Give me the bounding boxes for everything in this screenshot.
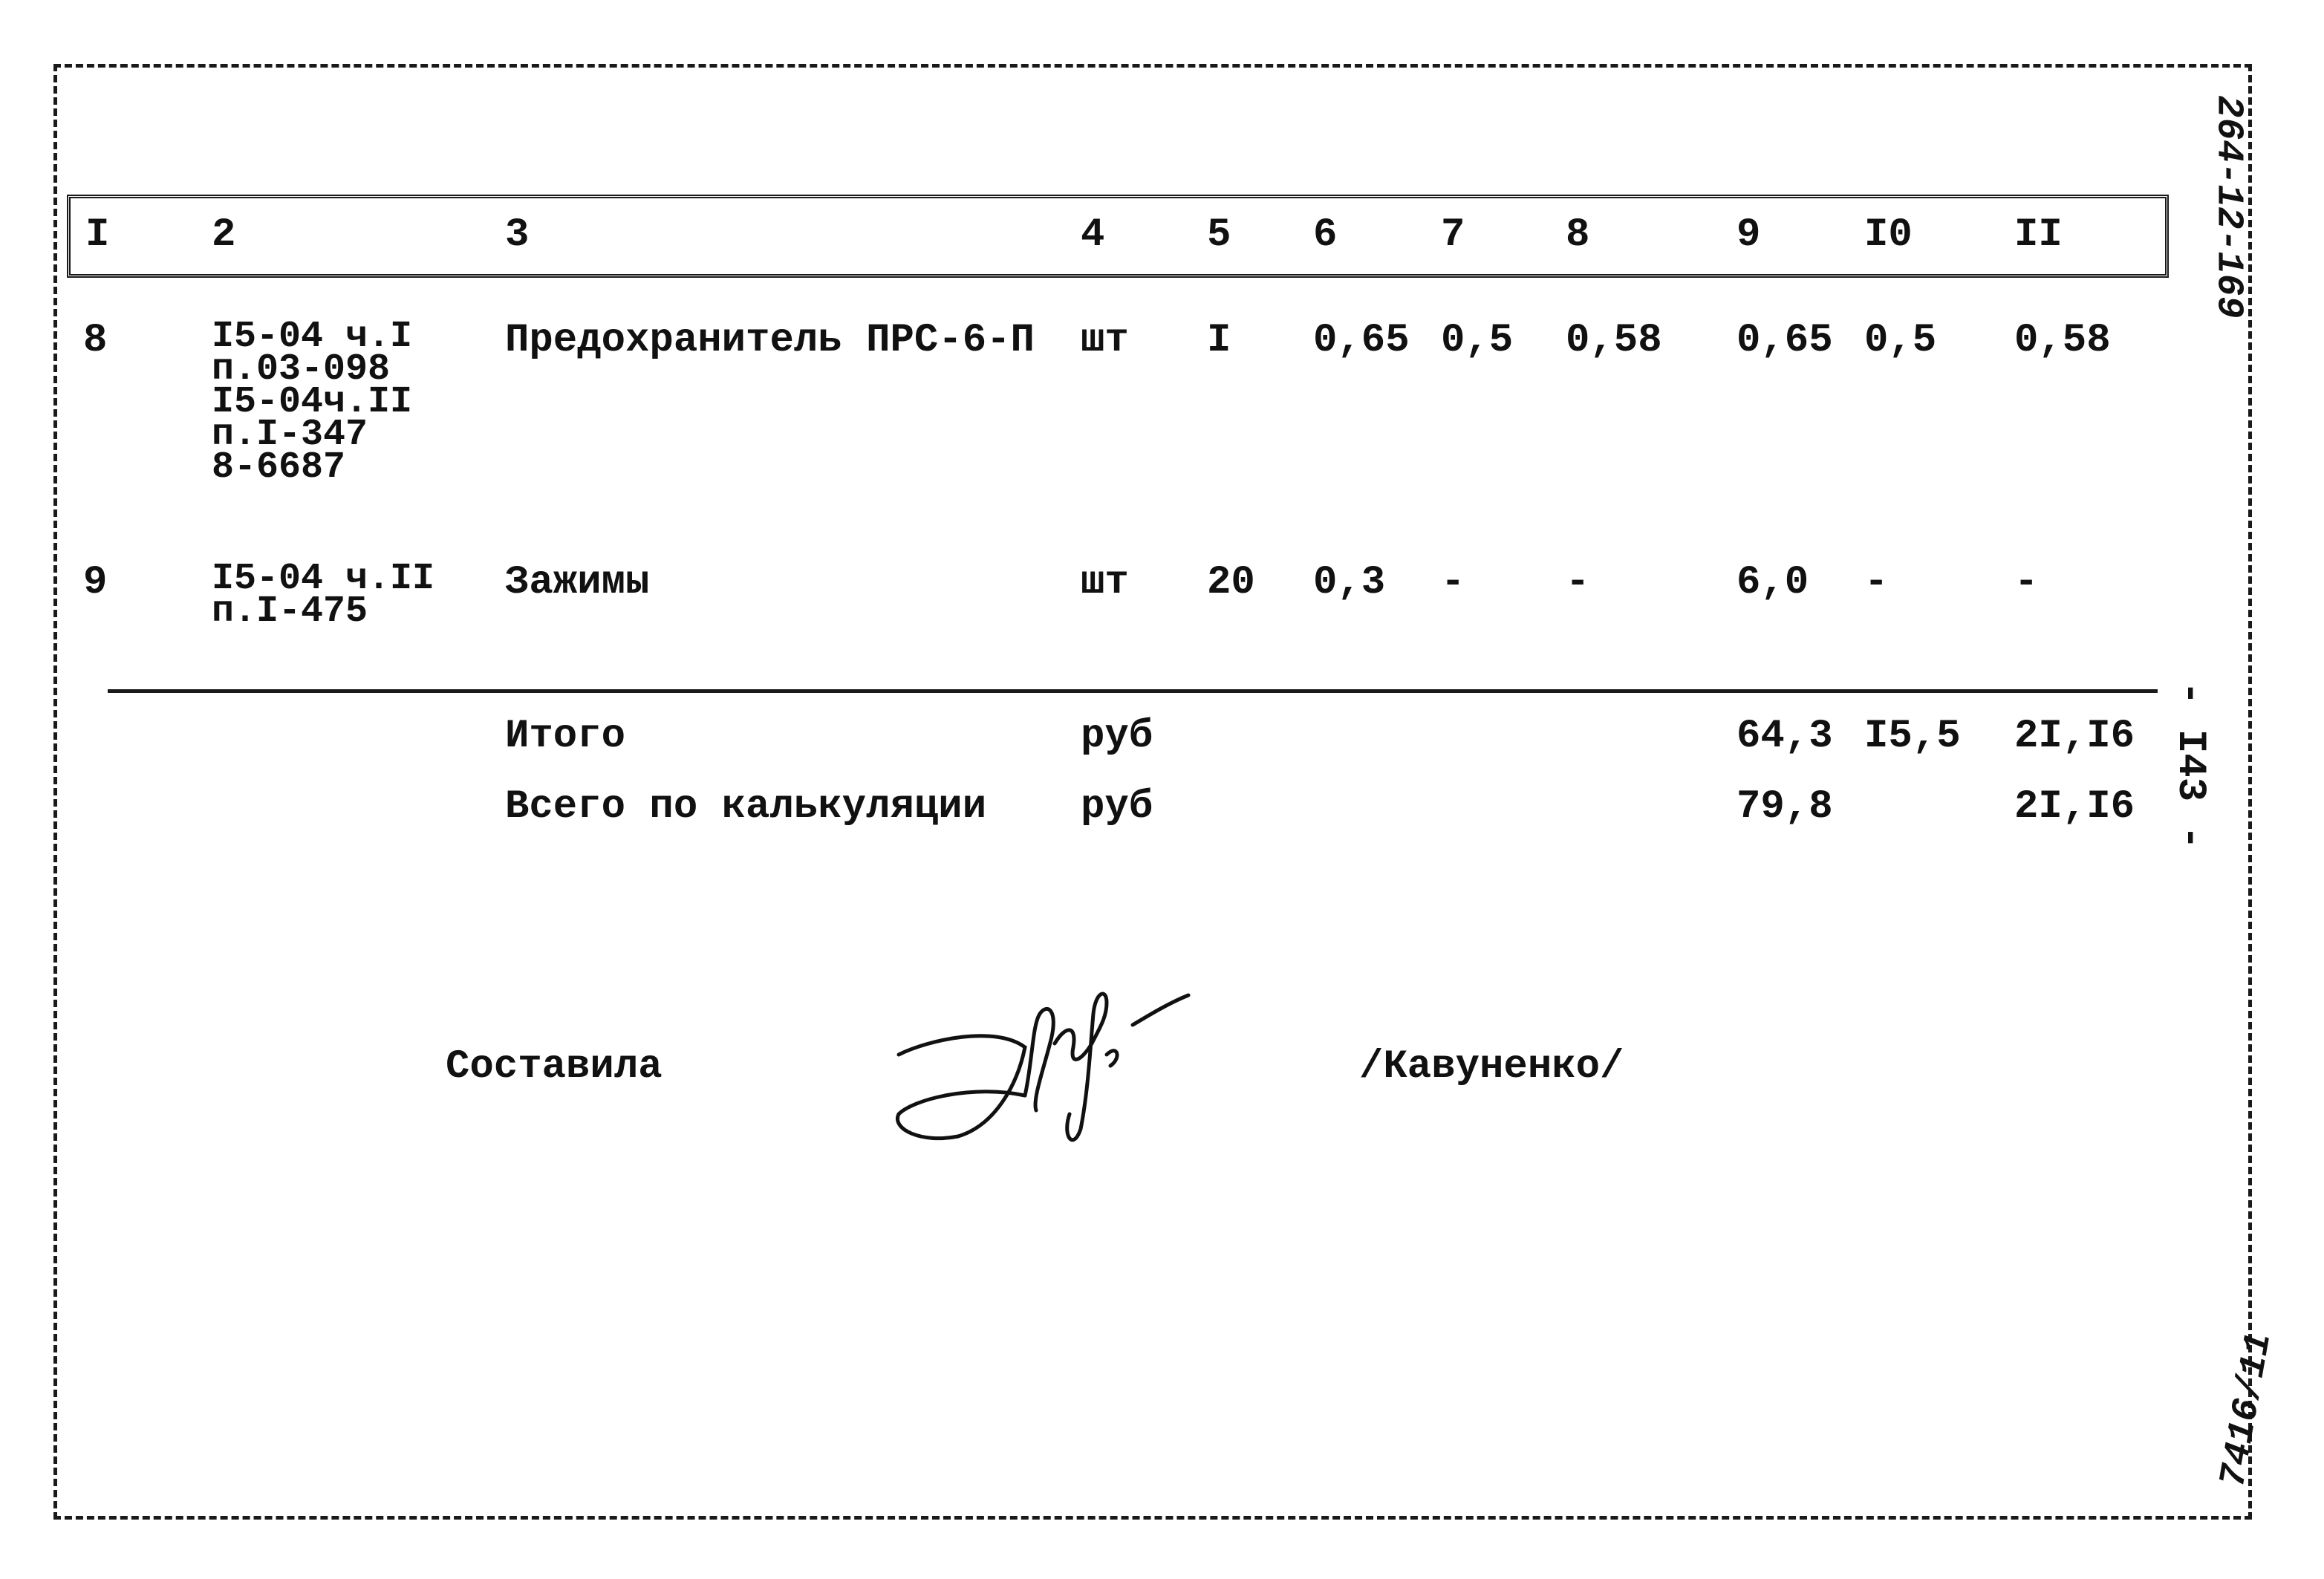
totals-label: Итого xyxy=(505,714,626,759)
totals-col-9: 64,3 xyxy=(1737,714,1833,759)
row-name: Предохранитель ПРС-6-П xyxy=(505,318,1035,363)
totals-unit: руб xyxy=(1081,714,1153,759)
header-col-11: II xyxy=(2014,212,2063,258)
header-col-6: 6 xyxy=(1313,212,1338,258)
header-col-1: I xyxy=(85,212,110,258)
row-col-10: - xyxy=(1864,560,1889,605)
header-col-4: 4 xyxy=(1081,212,1105,258)
totals-col-10: I5,5 xyxy=(1864,714,1961,759)
margin-note-top: 264-12-169 xyxy=(2207,95,2250,319)
grand-total-unit: руб xyxy=(1081,784,1153,830)
row-col-11: - xyxy=(2014,560,2039,605)
row-col-6: 0,3 xyxy=(1313,560,1386,605)
row-unit: шт xyxy=(1081,560,1129,605)
row-unit: шт xyxy=(1081,318,1129,363)
row-col-7: - xyxy=(1441,560,1465,605)
row-col-6: 0,65 xyxy=(1313,318,1410,363)
row-qty: 20 xyxy=(1207,560,1255,605)
row-col-8: - xyxy=(1566,560,1590,605)
header-col-2: 2 xyxy=(212,212,236,258)
row-name: Зажимы xyxy=(505,560,650,605)
row-code: I5-04 ч.II п.I-475 xyxy=(212,558,435,633)
compiled-name: /Кавуненко/ xyxy=(1359,1044,1624,1090)
header-col-7: 7 xyxy=(1441,212,1465,258)
grand-total-col-11: 2I,I6 xyxy=(2014,784,2135,830)
table-header xyxy=(67,195,2169,278)
row-code: I5-04 ч.I п.03-098 I5-04ч.II п.I-347 8-6687 xyxy=(212,316,413,489)
row-col-9: 6,0 xyxy=(1737,560,1809,605)
page-number: - I43 - xyxy=(2167,681,2213,850)
header-col-3: 3 xyxy=(505,212,530,258)
row-col-11: 0,58 xyxy=(2014,318,2111,363)
margin-note-bottom: 7416/11 xyxy=(2212,1329,2282,1491)
row-col-9: 0,65 xyxy=(1737,318,1833,363)
totals-divider xyxy=(108,689,2158,693)
signature-icon xyxy=(884,973,1226,1151)
grand-total-label: Всего по калькуляции xyxy=(505,784,987,830)
header-col-5: 5 xyxy=(1207,212,1231,258)
header-col-10: I0 xyxy=(1864,212,1913,258)
header-col-8: 8 xyxy=(1566,212,1590,258)
row-qty: I xyxy=(1207,318,1231,363)
grand-total-col-9: 79,8 xyxy=(1737,784,1833,830)
totals-col-11: 2I,I6 xyxy=(2014,714,2135,759)
row-number: 9 xyxy=(83,560,108,605)
row-number: 8 xyxy=(83,318,108,363)
row-col-10: 0,5 xyxy=(1864,318,1937,363)
compiled-label: Составила xyxy=(446,1044,663,1090)
row-col-8: 0,58 xyxy=(1566,318,1662,363)
row-col-7: 0,5 xyxy=(1441,318,1514,363)
header-col-9: 9 xyxy=(1737,212,1761,258)
